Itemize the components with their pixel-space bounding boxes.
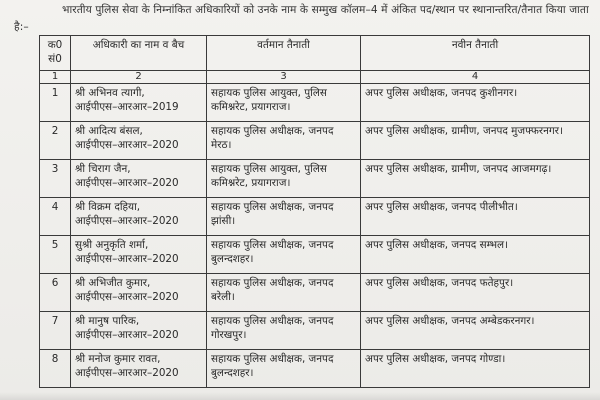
officer-batch: आईपीएस–आरआर–2020 <box>75 215 179 227</box>
header-new-posting: नवीन तैनाती <box>361 36 590 71</box>
officer-name: श्री अभिजीत कुमार, <box>75 277 151 289</box>
current-posting: सहायक पुलिस अधीक्षक, जनपद बुलन्दशहर। <box>207 350 361 388</box>
table-row <box>40 160 590 198</box>
officer-name: श्री आदित्य बंसल, <box>75 125 143 137</box>
serial-number-text: 5 <box>51 239 59 251</box>
officer-name: श्री मनोज कुमार रावत, <box>75 353 161 365</box>
table-row <box>40 274 590 312</box>
officer-name: श्री विक्रम दहिया, <box>75 201 141 213</box>
officer-cell <box>71 198 207 236</box>
new-posting: अपर पुलिस अधीक्षक, जनपद पीलीभीत। <box>361 198 590 236</box>
serial-number-text: 6 <box>51 277 59 289</box>
officer-batch: आईपीएस–आरआर–2020 <box>75 367 179 379</box>
current-posting: सहायक पुलिस अधीक्षक, जनपद बुलन्दशहर। <box>207 236 361 274</box>
officer-batch: आईपीएस–आरआर–2020 <box>75 253 179 265</box>
officer-cell <box>71 84 207 122</box>
officer-cell <box>71 236 207 274</box>
current-posting: सहायक पुलिस अधीक्षक, जनपद मेरठ। <box>207 122 361 160</box>
new-posting: अपर पुलिस अधीक्षक, जनपद कुशीनगर। <box>361 84 590 122</box>
officer-cell <box>71 160 207 198</box>
current-posting: सहायक पुलिस अधीक्षक, जनपद गोरखपुर। <box>207 312 361 350</box>
serial-number <box>40 198 71 236</box>
serial-number-text: 7 <box>51 315 59 327</box>
officer-batch: आईपीएस–आरआर–2020 <box>75 291 179 303</box>
serial-number <box>40 312 71 350</box>
officer-name: सुश्री अनुकृति शर्मा, <box>75 239 149 251</box>
officer-name: श्री चिराग जैन, <box>75 163 131 175</box>
table-row <box>40 350 590 388</box>
serial-number <box>40 274 71 312</box>
column-number: 2 <box>71 71 207 84</box>
header-officer-name: अधिकारी का नाम व बैच <box>71 36 207 71</box>
serial-number-text: 4 <box>51 201 59 213</box>
officer-batch: आईपीएस–आरआर–2019 <box>75 101 179 113</box>
column-number-row <box>40 71 590 84</box>
serial-number-text: 3 <box>51 163 59 175</box>
column-number: 1 <box>40 71 71 84</box>
officer-batch: आईपीएस–आरआर–2020 <box>75 139 179 151</box>
current-posting: सहायक पुलिस आयुक्त, पुलिस कमिश्नरेट, प्रयागराज। <box>207 160 361 198</box>
table-row <box>40 198 590 236</box>
transfer-table <box>39 35 590 388</box>
officer-cell <box>71 312 207 350</box>
new-posting: अपर पुलिस अधीक्षक, जनपद अम्बेडकरनगर। <box>361 312 590 350</box>
new-posting: अपर पुलिस अधीक्षक, ग्रामीण, जनपद आजमगढ़। <box>361 160 590 198</box>
serial-number <box>40 236 71 274</box>
column-number: 3 <box>207 71 361 84</box>
serial-number <box>40 84 71 122</box>
officer-name: श्री मानुष पारिक, <box>75 315 140 327</box>
table-row <box>40 122 590 160</box>
intro-paragraph: भारतीय पुलिस सेवा के निम्नांकित अधिकारियों को उनके नाम के सम्मुख कॉलम–4 में अंकित पद/स्थान पर स्थानान्तरित/तैनात किया जाता है:– <box>14 4 589 33</box>
new-posting: अपर पुलिस अधीक्षक, जनपद फतेहपुर। <box>361 274 590 312</box>
new-posting: अपर पुलिस अधीक्षक, जनपद गोण्डा। <box>361 350 590 388</box>
header-current-posting: वर्तमान तैनाती <box>207 36 361 71</box>
current-posting: सहायक पुलिस अधीक्षक, जनपद बरेली। <box>207 274 361 312</box>
current-posting: सहायक पुलिस अधीक्षक, जनपद झांसी। <box>207 198 361 236</box>
column-number: 4 <box>361 71 590 84</box>
officer-name: श्री अभिनव त्यागी, <box>75 87 145 99</box>
serial-number <box>40 122 71 160</box>
serial-number <box>40 350 71 388</box>
table-row <box>40 236 590 274</box>
officer-cell <box>71 122 207 160</box>
serial-number-text: 8 <box>51 353 59 365</box>
table-row <box>40 312 590 350</box>
table-row <box>40 84 590 122</box>
new-posting: अपर पुलिस अधीक्षक, जनपद सम्भल। <box>361 236 590 274</box>
officer-cell <box>71 274 207 312</box>
table-header-row <box>40 36 590 71</box>
page-edge-shadow <box>0 392 600 400</box>
serial-number-text: 1 <box>51 87 59 99</box>
officer-cell <box>71 350 207 388</box>
header-serial: क0 सं0 <box>40 36 71 71</box>
officer-batch: आईपीएस–आरआर–2020 <box>75 329 179 341</box>
serial-number-text: 2 <box>51 125 59 137</box>
serial-number <box>40 160 71 198</box>
current-posting: सहायक पुलिस आयुक्त, पुलिस कमिश्नरेट, प्रयागराज। <box>207 84 361 122</box>
new-posting: अपर पुलिस अधीक्षक, ग्रामीण, जनपद मुजफ्फरनगर। <box>361 122 590 160</box>
officer-batch: आईपीएस–आरआर–2020 <box>75 177 179 189</box>
